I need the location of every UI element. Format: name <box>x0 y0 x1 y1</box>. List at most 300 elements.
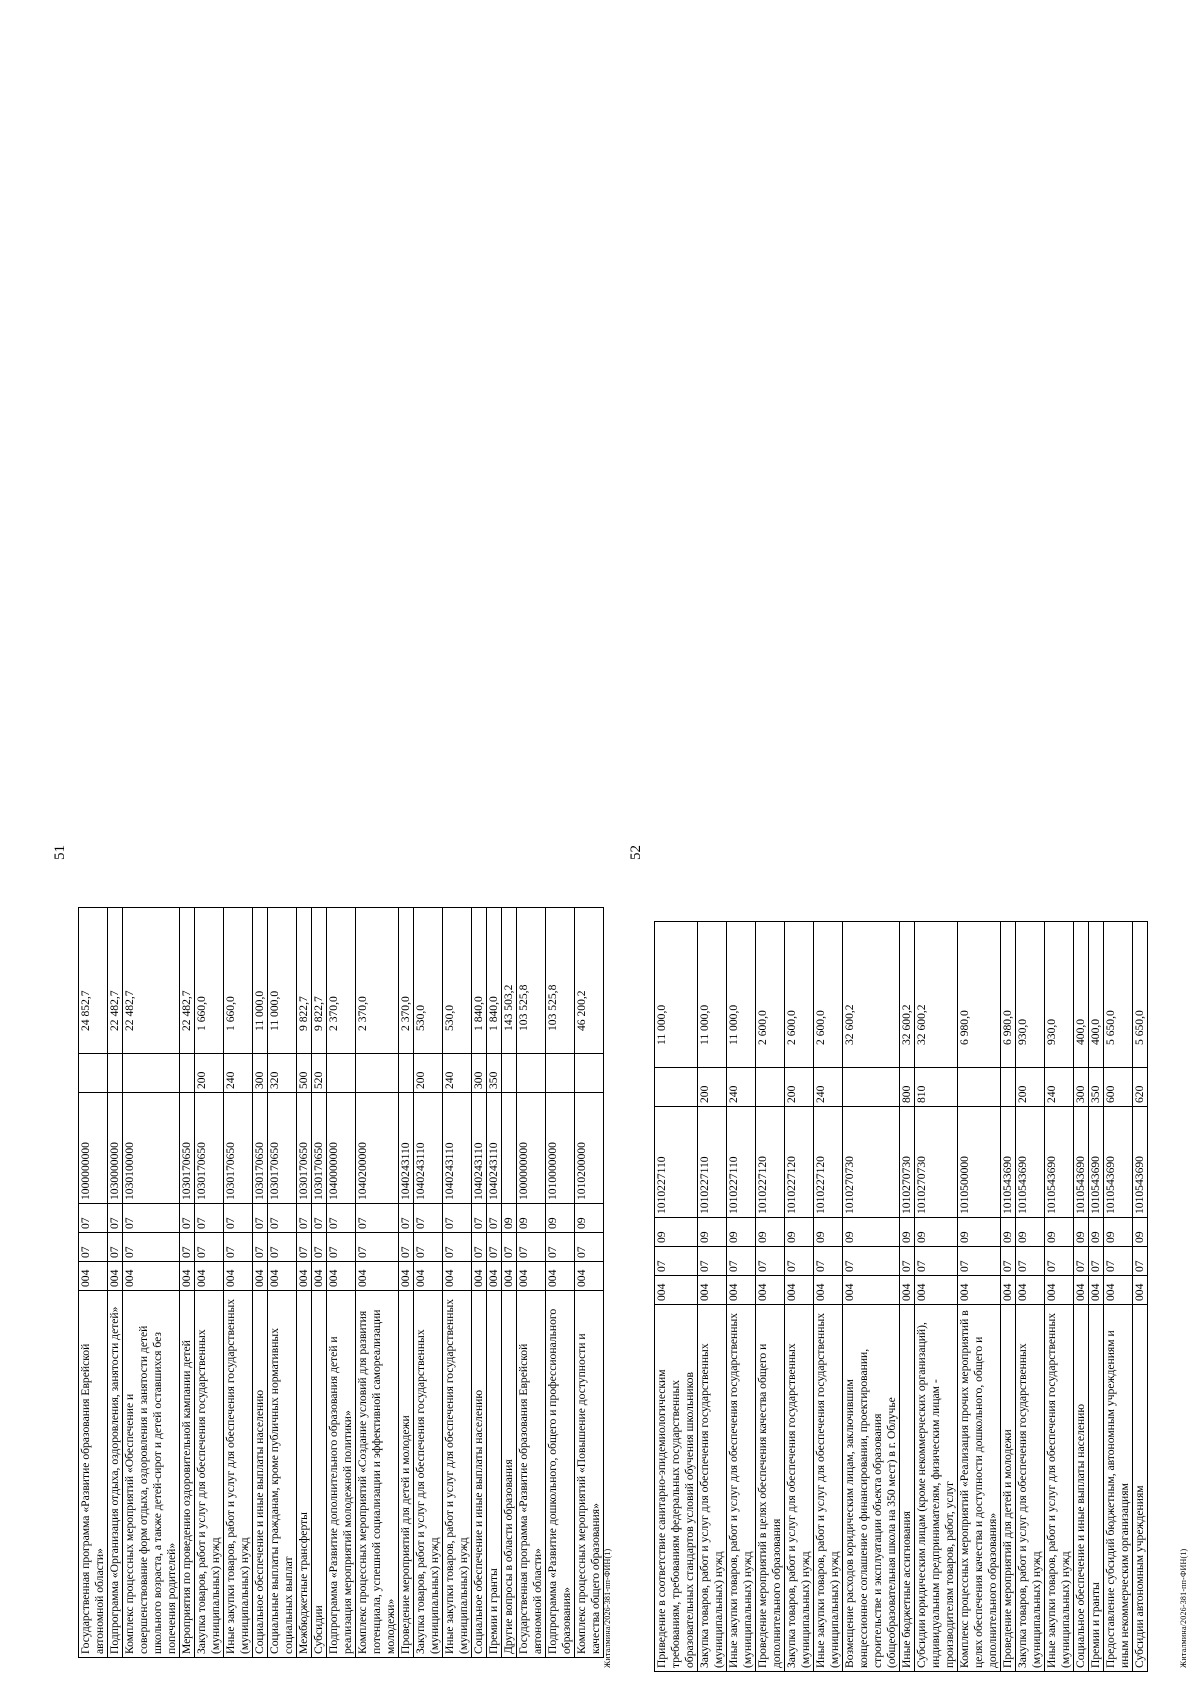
table-row <box>414 908 443 1658</box>
amount-cell: 6 980,0 <box>1001 922 1016 1068</box>
table-row <box>785 922 814 1672</box>
target-article-cell: 1030170650 <box>195 1093 224 1204</box>
expense-type-cell <box>180 1054 195 1093</box>
expense-type-cell: 810 <box>915 1068 958 1107</box>
subsection-code-cell: 09 <box>900 1218 915 1247</box>
expense-type-cell <box>356 1054 399 1093</box>
admin-code-cell: 004 <box>546 1262 575 1291</box>
admin-code-cell: 004 <box>900 1276 915 1305</box>
subsection-code-cell: 07 <box>443 1204 472 1233</box>
admin-code-cell: 004 <box>180 1262 195 1291</box>
target-article-cell: 1040243110 <box>399 1093 414 1204</box>
section-code-cell: 07 <box>108 1233 123 1262</box>
table-row <box>958 922 1001 1672</box>
amount-cell: 400,0 <box>1089 922 1104 1068</box>
page-number: 52 <box>628 845 644 860</box>
section-code-cell: 07 <box>958 1247 1001 1276</box>
expense-type-cell: 350 <box>487 1054 502 1093</box>
expense-type-cell <box>575 1054 604 1093</box>
amount-cell: 11 000,0 <box>698 922 727 1068</box>
subsection-code-cell: 09 <box>1089 1218 1104 1247</box>
row-name-cell: Иные закупки товаров, работ и услуг для обеспечения государственных (муниципальных) нужд <box>727 1305 756 1672</box>
section-code-cell: 07 <box>756 1247 785 1276</box>
amount-cell: 400,0 <box>1074 922 1089 1068</box>
amount-cell: 32 600,2 <box>915 922 958 1068</box>
row-name-cell: Закупка товаров, работ и услуг для обеспечения государственных (муниципальных) нужд <box>698 1305 727 1672</box>
row-name-cell: Комплекс процессных мероприятий «Обеспечение и совершенствование форм отдыха, оздоровления и занятости детей школьного возраста, а также детей-сирот и детей оставшихся без попечения родителей» <box>123 1291 180 1658</box>
section-code-cell: 07 <box>123 1233 180 1262</box>
table-row <box>268 908 297 1658</box>
table-row <box>517 908 546 1658</box>
section-code-cell: 07 <box>727 1247 756 1276</box>
table-row <box>727 922 756 1672</box>
target-article-cell: 1030170650 <box>312 1093 327 1204</box>
amount-cell: 1 660,0 <box>195 908 224 1054</box>
admin-code-cell: 004 <box>575 1262 604 1291</box>
target-article-cell: 1030170650 <box>297 1093 312 1204</box>
section-code-cell: 07 <box>546 1233 575 1262</box>
subsection-code-cell: 07 <box>327 1204 356 1233</box>
expense-type-cell: 320 <box>268 1054 297 1093</box>
subsection-code-cell: 09 <box>1133 1218 1148 1247</box>
target-article-cell: 1040243110 <box>487 1093 502 1204</box>
admin-code-cell: 004 <box>123 1262 180 1291</box>
amount-cell: 9 822,7 <box>312 908 327 1054</box>
section-code-cell: 07 <box>575 1233 604 1262</box>
table-row <box>399 908 414 1658</box>
target-article-cell: 1010227110 <box>727 1107 756 1218</box>
row-name-cell: Закупка товаров, работ и услуг для обеспечения государственных (муниципальных) нужд <box>785 1305 814 1672</box>
expense-type-cell: 350 <box>1089 1068 1104 1107</box>
target-article-cell: 1030170650 <box>268 1093 297 1204</box>
target-article-cell: 1010000000 <box>546 1093 575 1204</box>
expense-type-cell: 200 <box>414 1054 443 1093</box>
section-code-cell: 07 <box>399 1233 414 1262</box>
amount-cell: 530,0 <box>414 908 443 1054</box>
target-article-cell: 1040243110 <box>414 1093 443 1204</box>
row-name-cell: Проведение мероприятий для детей и молодежи <box>399 1291 414 1658</box>
amount-cell: 11 000,0 <box>268 908 297 1054</box>
section-code-cell: 07 <box>1074 1247 1089 1276</box>
amount-cell: 5 650,0 <box>1104 922 1133 1068</box>
target-article-cell: 1030000000 <box>108 1093 123 1204</box>
section-code-cell: 07 <box>356 1233 399 1262</box>
row-name-cell: Закупка товаров, работ и услуг для обеспечения государственных (муниципальных) нужд <box>195 1291 224 1658</box>
subsection-code-cell: 07 <box>487 1204 502 1233</box>
expense-type-cell <box>756 1068 785 1107</box>
subsection-code-cell: 09 <box>785 1218 814 1247</box>
target-article-cell: 1000000000 <box>517 1093 546 1204</box>
row-name-cell: Премии и гранты <box>487 1291 502 1658</box>
target-article-cell: 1030100000 <box>123 1093 180 1204</box>
document-footer: Житалмина/2026-381-пп-ФИН(1) <box>603 1548 612 1668</box>
target-article-cell: 1010270730 <box>900 1107 915 1218</box>
amount-cell: 11 000,0 <box>727 922 756 1068</box>
row-name-cell: Комплекс процессных мероприятий «Создание условий для развития потенциала, успешной социализации и эффективной самореализации молодежи» <box>356 1291 399 1658</box>
row-name-cell: Субсидии юридическим лицам (кроме некоммерческих организаций), индивидуальным предпринимателям, физическим лицам - производителям товаров, работ, услуг <box>915 1305 958 1672</box>
section-code-cell: 07 <box>843 1247 900 1276</box>
table-row <box>1074 922 1089 1672</box>
admin-code-cell: 004 <box>79 1262 108 1291</box>
subsection-code-cell: 07 <box>472 1204 487 1233</box>
row-name-cell: Премии и гранты <box>1089 1305 1104 1672</box>
section-code-cell: 07 <box>487 1233 502 1262</box>
page-51 <box>52 32 612 1672</box>
row-name-cell: Субсидии <box>312 1291 327 1658</box>
amount-cell: 103 525,8 <box>546 908 575 1054</box>
subsection-code-cell: 09 <box>1104 1218 1133 1247</box>
page-52 <box>628 32 1188 1672</box>
section-code-cell: 07 <box>900 1247 915 1276</box>
admin-code-cell: 004 <box>312 1262 327 1291</box>
target-article-cell: 1010543690 <box>1001 1107 1016 1218</box>
section-code-cell: 07 <box>1045 1247 1074 1276</box>
expense-type-cell <box>502 1054 517 1093</box>
expense-type-cell: 240 <box>1045 1068 1074 1107</box>
table-row <box>1016 922 1045 1672</box>
table-row <box>546 908 575 1658</box>
row-name-cell: Субсидии автономным учреждениям <box>1133 1305 1148 1672</box>
section-code-cell: 07 <box>327 1233 356 1262</box>
subsection-code-cell: 09 <box>517 1204 546 1233</box>
expense-type-cell <box>546 1054 575 1093</box>
expense-type-cell <box>108 1054 123 1093</box>
table-row <box>655 922 698 1672</box>
subsection-code-cell: 07 <box>79 1204 108 1233</box>
admin-code-cell: 004 <box>195 1262 224 1291</box>
amount-cell: 2 370,0 <box>356 908 399 1054</box>
amount-cell: 11 000,0 <box>655 922 698 1068</box>
table-row <box>814 922 843 1672</box>
admin-code-cell: 004 <box>253 1262 268 1291</box>
subsection-code-cell: 07 <box>414 1204 443 1233</box>
expense-type-cell <box>843 1068 900 1107</box>
table-row <box>843 922 900 1672</box>
section-code-cell: 07 <box>698 1247 727 1276</box>
amount-cell: 2 370,0 <box>327 908 356 1054</box>
subsection-code-cell: 09 <box>655 1218 698 1247</box>
expense-type-cell: 600 <box>1104 1068 1133 1107</box>
target-article-cell <box>502 1093 517 1204</box>
target-article-cell: 1010227120 <box>785 1107 814 1218</box>
section-code-cell: 07 <box>443 1233 472 1262</box>
target-article-cell: 1010270730 <box>915 1107 958 1218</box>
target-article-cell: 1010543690 <box>1104 1107 1133 1218</box>
section-code-cell: 07 <box>180 1233 195 1262</box>
amount-cell: 103 525,8 <box>517 908 546 1054</box>
table-row <box>1104 922 1133 1672</box>
subsection-code-cell: 09 <box>1045 1218 1074 1247</box>
section-code-cell: 07 <box>655 1247 698 1276</box>
amount-cell: 930,0 <box>1016 922 1045 1068</box>
row-name-cell: Межбюджетные трансферты <box>297 1291 312 1658</box>
admin-code-cell: 004 <box>1089 1276 1104 1305</box>
expense-type-cell: 520 <box>312 1054 327 1093</box>
row-name-cell: Иные закупки товаров, работ и услуг для обеспечения государственных (муниципальных) нужд <box>224 1291 253 1658</box>
amount-cell: 143 503,2 <box>502 908 517 1054</box>
admin-code-cell: 004 <box>414 1262 443 1291</box>
admin-code-cell: 004 <box>356 1262 399 1291</box>
amount-cell: 1 840,0 <box>472 908 487 1054</box>
table-row <box>487 908 502 1658</box>
subsection-code-cell: 07 <box>180 1204 195 1233</box>
subsection-code-cell: 09 <box>814 1218 843 1247</box>
target-article-cell: 1040000000 <box>327 1093 356 1204</box>
amount-cell: 530,0 <box>443 908 472 1054</box>
expense-type-cell: 200 <box>785 1068 814 1107</box>
section-code-cell: 07 <box>915 1247 958 1276</box>
table-row <box>1089 922 1104 1672</box>
row-name-cell: Предоставление субсидий бюджетным, автономным учреждениям и иным некоммерческим организациям <box>1104 1305 1133 1672</box>
expense-type-cell: 620 <box>1133 1068 1148 1107</box>
section-code-cell: 07 <box>268 1233 297 1262</box>
section-code-cell: 07 <box>224 1233 253 1262</box>
admin-code-cell: 004 <box>487 1262 502 1291</box>
row-name-cell: Другие вопросы в области образования <box>502 1291 517 1658</box>
subsection-code-cell: 07 <box>312 1204 327 1233</box>
row-name-cell: Социальные выплаты гражданам, кроме публичных нормативных социальных выплат <box>268 1291 297 1658</box>
table-row <box>195 908 224 1658</box>
table-row <box>108 908 123 1658</box>
section-code-cell: 07 <box>297 1233 312 1262</box>
amount-cell: 32 600,2 <box>843 922 900 1068</box>
target-article-cell: 1030170650 <box>253 1093 268 1204</box>
amount-cell: 2 370,0 <box>399 908 414 1054</box>
subsection-code-cell: 09 <box>958 1218 1001 1247</box>
section-code-cell: 07 <box>414 1233 443 1262</box>
expense-type-cell <box>123 1054 180 1093</box>
subsection-code-cell: 07 <box>399 1204 414 1233</box>
section-code-cell: 07 <box>312 1233 327 1262</box>
row-name-cell: Государственная программа «Развитие образования Еврейской автономной области» <box>517 1291 546 1658</box>
expense-type-cell <box>958 1068 1001 1107</box>
expense-type-cell <box>399 1054 414 1093</box>
row-name-cell: Закупка товаров, работ и услуг для обеспечения государственных (муниципальных) нужд <box>414 1291 443 1658</box>
admin-code-cell: 004 <box>268 1262 297 1291</box>
admin-code-cell: 004 <box>1045 1276 1074 1305</box>
target-article-cell: 1010270730 <box>843 1107 900 1218</box>
section-code-cell: 07 <box>502 1233 517 1262</box>
amount-cell: 22 482,7 <box>180 908 195 1054</box>
table-row <box>356 908 399 1658</box>
admin-code-cell: 004 <box>843 1276 900 1305</box>
admin-code-cell: 004 <box>297 1262 312 1291</box>
table-row <box>502 908 517 1658</box>
target-article-cell: 1010543690 <box>1074 1107 1089 1218</box>
target-article-cell: 1000000000 <box>79 1093 108 1204</box>
table-row <box>575 908 604 1658</box>
subsection-code-cell: 09 <box>1016 1218 1045 1247</box>
row-name-cell: Иные закупки товаров, работ и услуг для обеспечения государственных (муниципальных) нужд <box>443 1291 472 1658</box>
subsection-code-cell: 07 <box>297 1204 312 1233</box>
table-row <box>915 922 958 1672</box>
row-name-cell: Комплекс процессных мероприятий «Повышение доступности и качества общего образования» <box>575 1291 604 1658</box>
amount-cell: 22 482,7 <box>123 908 180 1054</box>
table-row <box>1045 922 1074 1672</box>
expense-type-cell: 200 <box>1016 1068 1045 1107</box>
row-name-cell: Государственная программа «Развитие образования Еврейской автономной области» <box>79 1291 108 1658</box>
target-article-cell: 1040243110 <box>443 1093 472 1204</box>
target-article-cell: 1010227120 <box>814 1107 843 1218</box>
table-row <box>253 908 268 1658</box>
amount-cell: 24 852,7 <box>79 908 108 1054</box>
row-name-cell: Подпрограмма «Развитие дополнительного образования детей и реализация мероприятий молодежной политики» <box>327 1291 356 1658</box>
subsection-code-cell: 09 <box>843 1218 900 1247</box>
table-row <box>79 908 108 1658</box>
row-name-cell: Проведение мероприятий в целях обеспечения качества общего и дополнительного образования <box>756 1305 785 1672</box>
table-row <box>1133 922 1148 1672</box>
admin-code-cell: 004 <box>1001 1276 1016 1305</box>
row-name-cell: Социальное обеспечение и иные выплаты населению <box>472 1291 487 1658</box>
admin-code-cell: 004 <box>814 1276 843 1305</box>
expense-type-cell: 240 <box>443 1054 472 1093</box>
subsection-code-cell: 07 <box>108 1204 123 1233</box>
admin-code-cell: 004 <box>399 1262 414 1291</box>
row-name-cell: Иные бюджетные ассигнования <box>900 1305 915 1672</box>
amount-cell: 5 650,0 <box>1133 922 1148 1068</box>
subsection-code-cell: 07 <box>123 1204 180 1233</box>
expense-type-cell: 800 <box>900 1068 915 1107</box>
table-row <box>698 922 727 1672</box>
amount-cell: 1 660,0 <box>224 908 253 1054</box>
subsection-code-cell: 07 <box>224 1204 253 1233</box>
section-code-cell: 07 <box>472 1233 487 1262</box>
row-name-cell: Иные закупки товаров, работ и услуг для обеспечения государственных (муниципальных) нужд <box>1045 1305 1074 1672</box>
admin-code-cell: 004 <box>785 1276 814 1305</box>
section-code-cell: 07 <box>1016 1247 1045 1276</box>
amount-cell: 2 600,0 <box>814 922 843 1068</box>
subsection-code-cell: 09 <box>502 1204 517 1233</box>
document-footer: Житалмина/2026-381-пп-ФИН(1) <box>1179 1548 1188 1668</box>
section-code-cell: 07 <box>785 1247 814 1276</box>
expense-type-cell <box>79 1054 108 1093</box>
table-row <box>900 922 915 1672</box>
admin-code-cell: 004 <box>108 1262 123 1291</box>
section-code-cell: 07 <box>1104 1247 1133 1276</box>
amount-cell: 930,0 <box>1045 922 1074 1068</box>
section-code-cell: 07 <box>195 1233 224 1262</box>
row-name-cell: Возмещение расходов юридическим лицам, заключившим концессионное соглашение о финансировании, проектировании, строительстве и эксплуатации объекта образования (общеобразовательная школа на 350 мест) в г. Облучье <box>843 1305 900 1672</box>
target-article-cell: 1010543690 <box>1045 1107 1074 1218</box>
target-article-cell: 1010200000 <box>575 1093 604 1204</box>
expense-type-cell: 200 <box>698 1068 727 1107</box>
admin-code-cell: 004 <box>327 1262 356 1291</box>
target-article-cell: 1010543690 <box>1016 1107 1045 1218</box>
table-row <box>297 908 312 1658</box>
expense-type-cell: 500 <box>297 1054 312 1093</box>
table-row <box>312 908 327 1658</box>
admin-code-cell: 004 <box>1133 1276 1148 1305</box>
subsection-code-cell: 09 <box>575 1204 604 1233</box>
admin-code-cell: 004 <box>1104 1276 1133 1305</box>
admin-code-cell: 004 <box>915 1276 958 1305</box>
subsection-code-cell: 09 <box>546 1204 575 1233</box>
row-name-cell: Подпрограмма «Развитие дошкольного, общего и профессионального образования» <box>546 1291 575 1658</box>
expense-type-cell: 240 <box>224 1054 253 1093</box>
row-name-cell: Социальное обеспечение и иные выплаты населению <box>253 1291 268 1658</box>
section-code-cell: 07 <box>79 1233 108 1262</box>
budget-table <box>78 907 604 1658</box>
table-row <box>180 908 195 1658</box>
admin-code-cell: 004 <box>1016 1276 1045 1305</box>
table-row <box>123 908 180 1658</box>
target-article-cell: 1010543690 <box>1133 1107 1148 1218</box>
row-name-cell: Социальное обеспечение и иные выплаты населению <box>1074 1305 1089 1672</box>
row-name-cell: Приведение в соответствие санитарно-эпидемиологическим требованиям, требованиям федеральных государственных образовательных стандартов условий обучения школьников <box>655 1305 698 1672</box>
subsection-code-cell: 07 <box>253 1204 268 1233</box>
admin-code-cell: 004 <box>958 1276 1001 1305</box>
subsection-code-cell: 09 <box>1074 1218 1089 1247</box>
admin-code-cell: 004 <box>1074 1276 1089 1305</box>
row-name-cell: Мероприятия по проведению оздоровительной кампании детей <box>180 1291 195 1658</box>
amount-cell: 22 482,7 <box>108 908 123 1054</box>
expense-type-cell <box>655 1068 698 1107</box>
expense-type-cell: 240 <box>814 1068 843 1107</box>
expense-type-cell: 200 <box>195 1054 224 1093</box>
section-code-cell: 07 <box>1001 1247 1016 1276</box>
row-name-cell: Комплекс процессных мероприятий «Реализация прочих мероприятий в целях обеспечения качества и доступности дошкольного, общего и дополнительного образования» <box>958 1305 1001 1672</box>
section-code-cell: 07 <box>1089 1247 1104 1276</box>
table-row <box>327 908 356 1658</box>
subsection-code-cell: 07 <box>268 1204 297 1233</box>
row-name-cell: Подпрограмма «Организация отдыха, оздоровления, занятости детей» <box>108 1291 123 1658</box>
target-article-cell: 1010543690 <box>1089 1107 1104 1218</box>
section-code-cell: 07 <box>517 1233 546 1262</box>
expense-type-cell <box>327 1054 356 1093</box>
amount-cell: 2 600,0 <box>756 922 785 1068</box>
section-code-cell: 07 <box>1133 1247 1148 1276</box>
admin-code-cell: 004 <box>502 1262 517 1291</box>
subsection-code-cell: 07 <box>356 1204 399 1233</box>
admin-code-cell: 004 <box>727 1276 756 1305</box>
admin-code-cell: 004 <box>655 1276 698 1305</box>
row-name-cell: Закупка товаров, работ и услуг для обеспечения государственных (муниципальных) нужд <box>1016 1305 1045 1672</box>
expense-type-cell: 300 <box>472 1054 487 1093</box>
table-row <box>1001 922 1016 1672</box>
subsection-code-cell: 09 <box>915 1218 958 1247</box>
table-row <box>756 922 785 1672</box>
section-code-cell: 07 <box>814 1247 843 1276</box>
admin-code-cell: 004 <box>517 1262 546 1291</box>
admin-code-cell: 004 <box>224 1262 253 1291</box>
target-article-cell: 1010227110 <box>698 1107 727 1218</box>
admin-code-cell: 004 <box>443 1262 472 1291</box>
section-code-cell: 07 <box>253 1233 268 1262</box>
target-article-cell: 1040243110 <box>472 1093 487 1204</box>
page-number: 51 <box>52 845 68 860</box>
target-article-cell: 1030170650 <box>180 1093 195 1204</box>
amount-cell: 2 600,0 <box>785 922 814 1068</box>
expense-type-cell: 240 <box>727 1068 756 1107</box>
budget-table <box>654 921 1148 1672</box>
target-article-cell: 1010500000 <box>958 1107 1001 1218</box>
target-article-cell: 1040200000 <box>356 1093 399 1204</box>
subsection-code-cell: 09 <box>756 1218 785 1247</box>
subsection-code-cell: 07 <box>195 1204 224 1233</box>
subsection-code-cell: 09 <box>1001 1218 1016 1247</box>
row-name-cell: Проведение мероприятий для детей и молодежи <box>1001 1305 1016 1672</box>
amount-cell: 6 980,0 <box>958 922 1001 1068</box>
admin-code-cell: 004 <box>698 1276 727 1305</box>
expense-type-cell <box>1001 1068 1016 1107</box>
amount-cell: 32 600,2 <box>900 922 915 1068</box>
table-row <box>443 908 472 1658</box>
subsection-code-cell: 09 <box>727 1218 756 1247</box>
target-article-cell: 1010227120 <box>756 1107 785 1218</box>
budget-table-body <box>79 908 604 1658</box>
expense-type-cell <box>517 1054 546 1093</box>
amount-cell: 46 200,2 <box>575 908 604 1054</box>
